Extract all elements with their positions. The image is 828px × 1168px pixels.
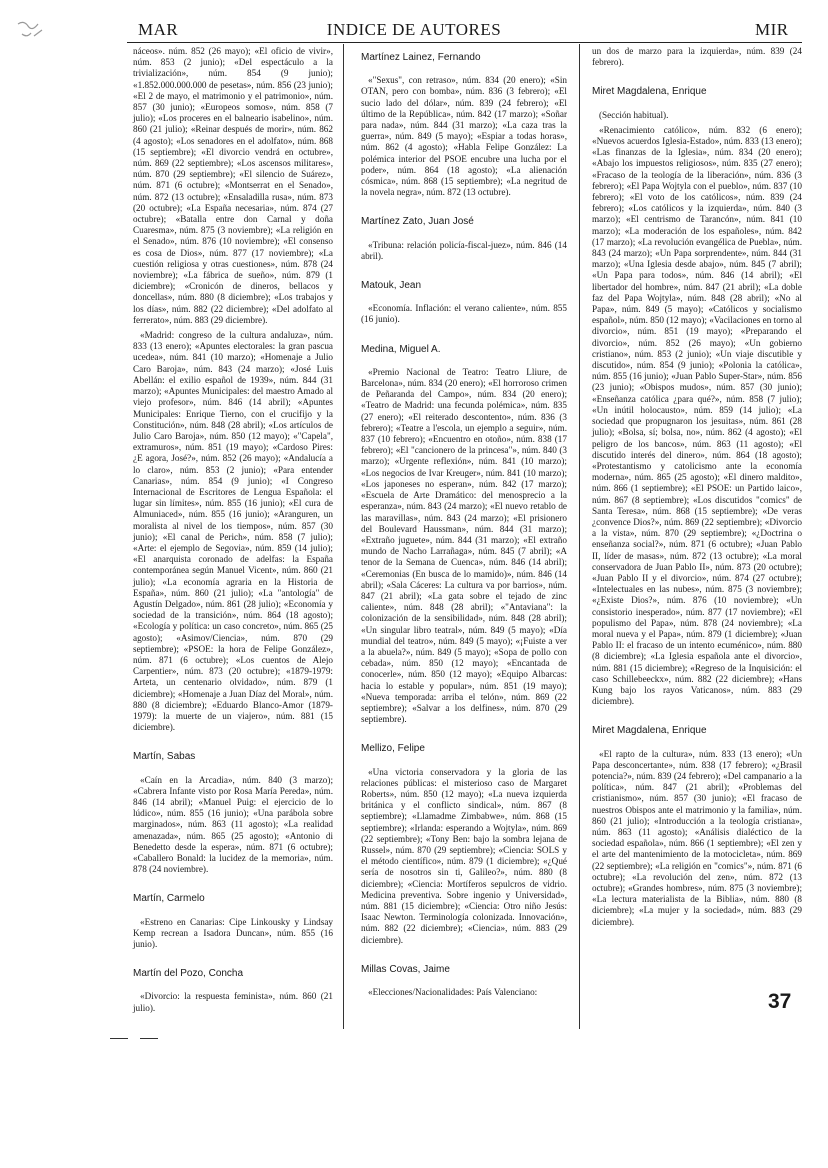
author-name: Martínez Zato, Juan José [361,216,474,228]
author-entry [133,751,333,875]
margin-dash [140,1038,158,1039]
article-list-paragraph: «Divorcio: la respuesta feminista», núm. 860 (21 julio). [133,991,333,1013]
index-column [133,46,333,1032]
author-name: Martín del Pozo, Concha [133,968,244,980]
index-column [361,46,567,1016]
author-entry [592,46,802,68]
article-list-paragraph: «Caín en la Arcadia», núm. 840 (3 marzo); «Cabrera Infante visto por Rosa María Pereda», núm. 846 (14 abril); «Manuel Puig: el ejercicio de lo lúdico», núm. 855 (16 junio); «Una parábola sobre marginados», núm. 863 (11 agosto); «La realidad amenazada», núm. 865 (25 agosto); «Antonio di Benedetto desde la espera», núm. 871 (6 octubre); «Caballero Bonald: la lucidez de la memoria», núm. 878 (24 noviembre). [133,774,333,875]
author-entry [361,216,567,262]
author-name: Miret Magdalena, Enrique [592,725,707,737]
header-right-keyword: MIR [755,20,789,39]
article-list-paragraph: «Tribuna: relación policía-fiscal-juez», núm. 846 (14 abril). [361,239,567,261]
article-list-paragraph: náceos». núm. 852 (26 mayo); «El oficio de vivir», núm. 853 (2 junio); «Del espectáculo a la trivialización», núm. 854 (9 junio); «1.852.000.000.000 de pesetas», núm. 856 (23 junio); «El 2 de mayo, el matrimonio y el patrimonio», núm. 857 (30 junio); «Europeos somos», núm. 858 (7 julio); «Los proceres en el balneario isabelino», núm. 860 (21 julio); «Reinar después de morir», núm. 862 (4 agosto); «Los senadores en el adolfato», núm. 868 (15 septiembre); «El divorcio vendrá en octubre», núm. 869 (22 septiembre); «Los ascensos militares», núm. 870 (29 septiembre); «El silencio de Suárez», núm. 871 (6 octubre); «Montserrat en el Senado», núm. 872 (13 octubre); «Ensaladilla rusa», núm. 873 (20 octubre); «La España necesaria», núm. 874 (27 octubre); «Batalla entre don Carnal y doña Cuaresma», núm. 875 (3 noviembre); «La religión en el Senado», núm. 876 (10 noviembre); «El consenso es cosa de Dios», núm. 877 (17 noviembre); «La cuestión religiosa y otras cuestiones», núm. 878 (24 noviembre); «La fábrica de sueño», núm. 879 (1 diciembre); «Cronicón de dineros, bellacos y doncellas», núm. 880 (8 diciembre); «Los trabajos y los días», núm. 882 (22 diciembre); «Del adolfato al ferrerato», núm. 883 (29 diciembre). [133,46,333,325]
article-list-paragraph: un dos de marzo para la izquierda», núm. 839 (24 febrero). [592,46,802,68]
author-entry [133,968,333,1014]
article-list-paragraph: «El rapto de la cultura», núm. 833 (13 enero); «Un Papa desconcertante», núm. 838 (17 febrero); «¿Brasil potencia?», núm. 839 (24 febrero); «Del campanario a la política», núm. 847 (21 abril); «Problemas del cristianismo», núm. 857 (30 junio); «El fracaso de nuestros Obispos ante el matrimonio y la familia», núm. 860 (21 julio); «Introducción a la teología cristiana», núm. 863 (11 agosto); «Análisis dialéctico de la sociedad española», núm. 866 (1 septiembre); «El zen y el arte del mantenimiento de la motocicleta», núm. 869 (22 septiembre); «La religión en "comics"», núm. 871 (6 octubre); «La revolución del zen», núm. 872 (13 octubre); «Grandes hombres», núm. 875 (3 noviembre); «La lectura materialista de la Biblia», núm. 880 (8 diciembre); «La mujer y la sociedad», núm. 883 (29 diciembre). [592,748,802,927]
author-name: Martínez Lainez, Fernando [361,52,481,63]
column-divider [343,44,344,1029]
article-list-paragraph: «Elecciones/Nacionalidades: País Valenciano: [368,987,538,998]
author-entry [361,743,567,945]
author-entry [361,280,567,326]
margin-dash [110,1038,128,1039]
author-entry [592,725,802,927]
article-list-paragraph: «Economía. Inflación: el verano caliente», núm. 855 (16 junio). [361,303,567,325]
header-rule [127,42,802,43]
article-list-paragraph: (Sección habitual). [599,109,669,120]
article-list-paragraph: «Una victoria conservadora y la gloria de las relaciones públicas: el misterioso caso de Margaret Roberts», núm. 850 (12 mayo); «La nueva izquierda británica y el conflicto sindical», núm. 867 (8 septiembre); «Llamadme Zimbabwe», núm. 868 (15 septiembre); «Irlanda: esperando a Wojtyla», núm. 869 (22 septiembre); «Tony Ben: bajo la sombra lejana de Russel», núm. 870 (29 septiembre); «Ciencia: SOLS y el método científico», núm. 879 (1 diciembre); «¿Qué sería de nosotros sin ti, Galileo?», núm. 880 (8 diciembre); «Ciencia: Mortíferos sepulcros de vidrio. Medicina preventiva. Sobre ingenio y Universidad», núm. 881 (15 diciembre); «Ciencia: Otro niño Jesús: Isaac Newton. Terminología colonizada. Innovación», núm. 882 (22 diciembre); «Ciencia», núm. 883 (29 diciembre). [361,766,567,945]
author-name: Mellizo, Felipe [361,743,425,755]
article-list-paragraph: «Estreno en Canarias: Cipe Linkousky y Lindsay Kemp recrean a Isadora Duncan», núm. 855 (16 junio). [133,916,333,950]
author-entry [361,52,567,198]
author-name: Martín, Carmelo [133,893,205,905]
header-title: INDICE DE AUTORES [326,20,502,39]
author-name: Martín, Sabas [133,751,196,763]
author-entry [361,344,567,726]
author-entry [133,46,333,733]
column-divider [579,44,580,1029]
author-entry [133,893,333,950]
article-list-paragraph: «Madrid: congreso de la cultura andaluza», núm. 833 (13 enero); «Apuntes electorales: la gran pascua ucedea», núm. 841 (10 marzo); «Homenaje a Julio Caro Baroja», núm. 843 (24 marzo); «José Luis Abellán: el exilio español de 1939», núm. 844 (31 marzo); «Apuntes Municipales: del maestro Amado al viejo profesor», núm. 846 (14 abril); «Apuntes Municipales: Enrique Tierno, con el crucifijo y la Constitución», núm. 848 (28 abril); «Los artículos de Julio Caro Baroja», núm. 850 (12 mayo); «"Capela", extramuros», núm. 851 (19 mayo); «Cardoso Pires: ¿E agora, José?», núm. 852 (26 mayo); «Andalucía a lo claro», núm. 853 (2 junio); «Para entender Canarias», núm. 854 (9 junio); «I Congreso Internacional de Escritores de Lengua Española: el lugar sin límites», núm. 855 (16 junio); «El cura de Almuniaced», núm. 855 (16 junio); «Aranguren, un moralista al nivel de los tiempos», núm. 857 (30 junio); «El canal de Perich», núm. 858 (7 julio); «Arte: el ejemplo de Segovia», núm. 859 (14 julio); «El anarquista coronado de adelfas: la España contemporánea según Manuel Vicent», núm. 860 (21 julio); «La economía agraria en la Historia de España», núm. 860 (21 julio); «La "antología" de Agustín Delgado», núm. 861 (28 julio); «Economía y sociedad de la transición», núm. 864 (18 agosto); «Ecología y política: un caso concreto», núm. 865 (25 agosto); «Asimov/Ciencia», núm. 870 (29 septiembre); «PSOE: la hora de Felipe González», núm. 871 (6 octubre); «Los cuentos de Alejo Carpentier», núm. 873 (20 octubre); «1879-1979: Arteta, un centenario olvidado», núm. 879 (1 diciembre); «Homenaje a Juan Díaz del Moral», núm. 880 (8 diciembre); «Eduardo Blanco-Amor (1879-1979): la muerte de un viajero», núm. 881 (15 diciembre). [133,330,333,733]
article-list-paragraph: «Premio Nacional de Teatro: Teatro Lliure, de Barcelona», núm. 834 (20 enero); «El horroroso crimen de Peñaranda del Campo», núm. 834 (20 enero); «Teatro de Madrid: una fecunda polémica», núm. 835 (27 enero); «El reiterado descontento», núm. 836 (3 febrero); «Teatre a l'escola, un ejemplo a seguir», núm. 837 (10 febrero); «Encuentro en otoño», núm. 838 (17 febrero); «El "cancionero de la princesa"», núm. 840 (3 marzo); «Urgente reflexión», núm. 841 (10 marzo); «Los negocios de Ivar Kreuger», núm. 841 (10 marzo); «Los japoneses no esperan», núm. 842 (17 marzo); «Escuela de Arte Dramático: del menosprecio a la esperanza», núm. 843 (24 marzo); «El nuevo retablo de las maravillas», núm. 843 (24 marzo); «El prisionero del Boulevard Haussman», núm. 844 (31 marzo); «Extraño juguete», núm. 844 (31 marzo); «El extraño mundo de Nacho Larrañaga», núm. 845 (7 abril); «A tenor de la Semana de Cuenca», núm. 846 (14 abril); «Ceremonias (En busca de lo mamido)», núm. 846 (14 abril); «Sala Cáceres: La cultura va por barrios», núm. 847 (21 abril); «La gata sobre el tejado de zinc caliente», núm. 848 (28 abril); «"Antaviana": la colonización de la sensibilidad», núm. 848 (28 abril); «Un singular libro teatral», núm. 849 (5 mayo); «Día mundial del teatro», núm. 849 (5 mayo); «¡Fuiste a ver a la abuela?», núm. 849 (5 mayo); «Sopa de pollo con cebada», núm. 850 (12 mayo); «Encantada de conocerle», núm. 850 (12 mayo); «Equipo Albarcas: hacia lo estable y popular», núm. 851 (19 mayo); «Nueva temporada: arriba el telón», núm. 869 (22 septiembre); «Salvar a los delfines», núm. 870 (29 septiembre). [361,366,567,725]
author-name: Medina, Miguel A. [361,343,441,355]
article-list-paragraph: «Renacimiento católico», núm. 832 (6 enero); «Nuevos acuerdos Iglesia-Estado», núm. 833 (13 enero); «Las finanzas de la Iglesia», núm. 834 (20 enero); «Abajo los impuestos religiosos», núm. 835 (27 enero); «Fracaso de la teología de la liberación», núm. 836 (3 febrero); «El Papa Wojtyla con el pueblo», núm. 837 (10 febrero); «El voto de los católicos», núm. 839 (24 febrero); «Los católicos y la izquierda», núm. 840 (3 marzo); «El centrismo de Tarancón», núm. 841 (10 marzo); «La moderación de los españoles», núm. 842 (17 marzo); «La revolución evangélica de Puebla», núm. 843 (24 marzo); «Un Papa sorprendente», núm. 844 (31 marzo); «Una Iglesia desde abajo», núm. 845 (7 abril); «Un Papa para todos», núm. 846 (14 abril); «El libertador del hombre», núm. 847 (21 abril); «La doble faz del Papa Wojtyla», núm. 848 (28 abril); «No al Papa», núm. 849 (5 mayo); «Católicos y socialismo español», núm. 850 (12 mayo); «Vacilaciones en torno al divorcio», núm. 851 (19 mayo); «Preparando el divorcio», núm. 852 (26 mayo); «Un gobierno cristiano», núm. 853 (2 junio); «Un viaje discutible y discutido», núm. 854 (9 junio); «Polonia la católica», núm. 855 (16 junio); «Juan Pablo Super-Star», núm. 856 (23 junio); «Obispos mudos», núm. 857 (30 junio); «Enseñanza católica ¿para qué?», núm. 858 (7 julio); «Un inútil holocausto», núm. 859 (14 julio); «La sociedad que propugnaron los jesuitas», núm. 861 (28 julio); «Bolsa, sí; bolsa, no», núm. 862 (4 agosto); «El peligro de los bancos», núm. 863 (11 agosto); «El discutido interés del dinero», núm. 864 (18 agosto); «Protestantismo y catolicismo ante la economía moderna», núm. 865 (25 agosto); «El dinero maldito», núm. 866 (1 septiembre); «El PSOE: un Partido laico», núm. 867 (8 septiembre); «Los discutidos "comics" de Santa Teresa», núm. 868 (15 septiembre); «De veras ¿convence Dios?», núm. 869 (22 septiembre); «Divorcio a la vista», núm. 870 (29 septiembre); «¿Doctrina o enseñanza social?», núm. 871 (6 octubre); «Juan Pablo II, líder de masas», núm. 872 (13 octubre); «La moral conservadora de Juan Pablo II», núm. 873 (20 octubre); «Juan Pablo II y el divorcio», núm. 874 (27 octubre); «Intelectuales en las nubes», núm. 875 (3 noviembre); «¿Existe Dios?», núm. 876 (10 noviembre); «Un consistorio inesperado», núm. 877 (17 noviembre); «El populismo del Papa», núm. 878 (24 noviembre); «La moral nueva y el Papa», núm. 879 (1 diciembre); «Juan Pablo II: el fracaso de un intento ecuménico», núm. 880 (8 diciembre); «La Iglesia española ante el divorcio», núm. 881 (15 diciembre); «Regreso de la Inquisición: el caso Schillebeeckx», núm. 882 (22 diciembre); «Hans Kung bajo los rayos Vaticanos», núm. 883 (29 diciembre). [592,124,802,707]
author-name: Millas Covas, Jaime [361,963,450,975]
index-column [592,46,802,946]
header-left-keyword: MAR [138,20,179,39]
article-list-paragraph: «"Sexus", con retraso», núm. 834 (20 enero); «Sin OTAN, pero con bomba», núm. 836 (3 febrero); «El sucio lado del dólar», núm. 839 (24 febrero); «El último de la República», núm. 842 (17 marzo); «Soñar para nada», núm. 844 (31 marzo); «La caza tras la guerra», núm. 849 (5 mayo); «Espiar a todas horas», núm. 862 (4 agosto); «Habla Felipe González: La polémica interior del PSOE encubre una lucha por el poder», núm. 864 (18 agosto); «La alienación cósmica», núm. 868 (15 septiembre); «La negritud de la novela negra», núm. 872 (13 octubre). [361,75,567,198]
page-number: 37 [768,990,792,1013]
author-entry [592,86,802,707]
author-entry [361,964,567,998]
author-name: Matouk, Jean [361,280,422,292]
author-name: Miret Magdalena, Enrique [592,86,707,98]
